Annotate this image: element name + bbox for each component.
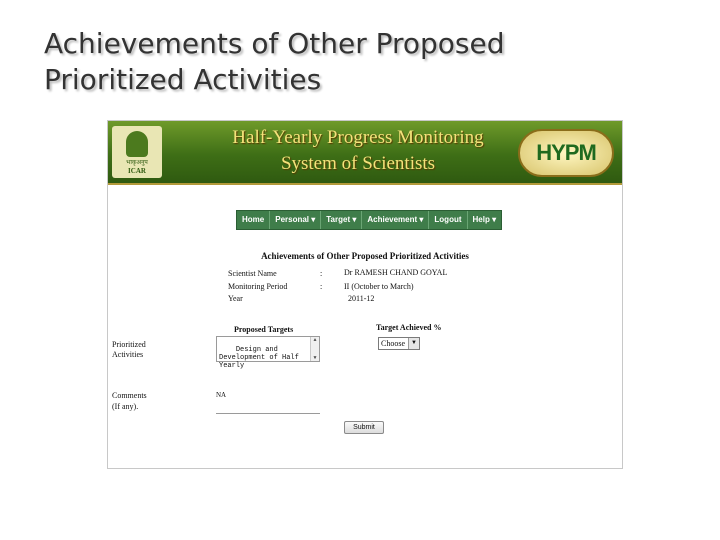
hypm-logo-text: HYPM — [536, 140, 596, 165]
nav-logout[interactable]: Logout — [429, 211, 467, 229]
target-achieved-select-value: Choose — [381, 339, 405, 348]
banner-title — [168, 125, 548, 177]
year-value: 2011-12 — [348, 294, 375, 303]
proposed-target-textarea[interactable] — [216, 336, 320, 370]
nav-help[interactable]: Help ▾ — [472, 215, 497, 224]
app-screenshot — [107, 120, 623, 469]
proposed-targets-header: Proposed Targets — [234, 325, 294, 334]
proposed-target-text: Design and Development of Half Yearly — [219, 346, 299, 370]
header-banner — [108, 121, 622, 185]
slide-title-line1: Achievements of Other Proposed — [44, 27, 505, 60]
icar-logo — [112, 126, 162, 178]
scientist-label: Scientist Name — [228, 269, 277, 278]
hypm-logo — [518, 129, 614, 177]
org-name: ICAR — [128, 167, 146, 175]
year-label: Year — [228, 294, 243, 303]
comments-field[interactable] — [216, 391, 320, 414]
scientist-separator: : — [320, 269, 323, 278]
textarea-scrollbar[interactable] — [310, 337, 319, 361]
prioritized-label-line2: Activities — [112, 350, 144, 359]
slide-title-line2: Prioritized Activities — [44, 63, 322, 96]
wheat-emblem-icon — [126, 131, 148, 157]
chevron-down-icon[interactable]: ▼ — [408, 338, 419, 349]
comments-value: NA — [216, 391, 227, 399]
scientist-value: Dr RAMESH CHAND GOYAL — [344, 268, 448, 277]
banner-title-line2: System of Scientists — [280, 153, 436, 174]
target-achieved-header: Target Achieved % — [376, 323, 442, 332]
org-name-hindi: भाकृअनुप — [126, 160, 148, 166]
nav-achievement[interactable]: Achievement ▾ — [362, 211, 429, 229]
target-achieved-select[interactable] — [378, 337, 420, 350]
main-nav — [236, 210, 502, 230]
slide-title — [44, 26, 684, 98]
nav-target[interactable]: Target ▾ — [321, 211, 362, 229]
nav-personal[interactable]: Personal ▾ — [270, 211, 321, 229]
banner-title-line1: Half-Yearly Progress Monitoring — [232, 127, 484, 148]
period-label: Monitoring Period — [228, 282, 288, 291]
page-heading: Achievements of Other Proposed Prioritized Activities — [261, 251, 469, 261]
comments-label-line1: Comments — [112, 391, 147, 400]
period-separator: : — [320, 282, 323, 291]
scroll-up-icon[interactable]: ▲ — [313, 337, 317, 343]
comments-label-line2: (If any). — [112, 402, 139, 411]
submit-button[interactable]: Submit — [344, 421, 384, 434]
nav-home[interactable]: Home — [237, 211, 270, 229]
prioritized-label-line1: Prioritized — [112, 340, 146, 349]
scroll-down-icon[interactable]: ▼ — [313, 355, 317, 361]
period-value: II (October to March) — [344, 282, 414, 291]
